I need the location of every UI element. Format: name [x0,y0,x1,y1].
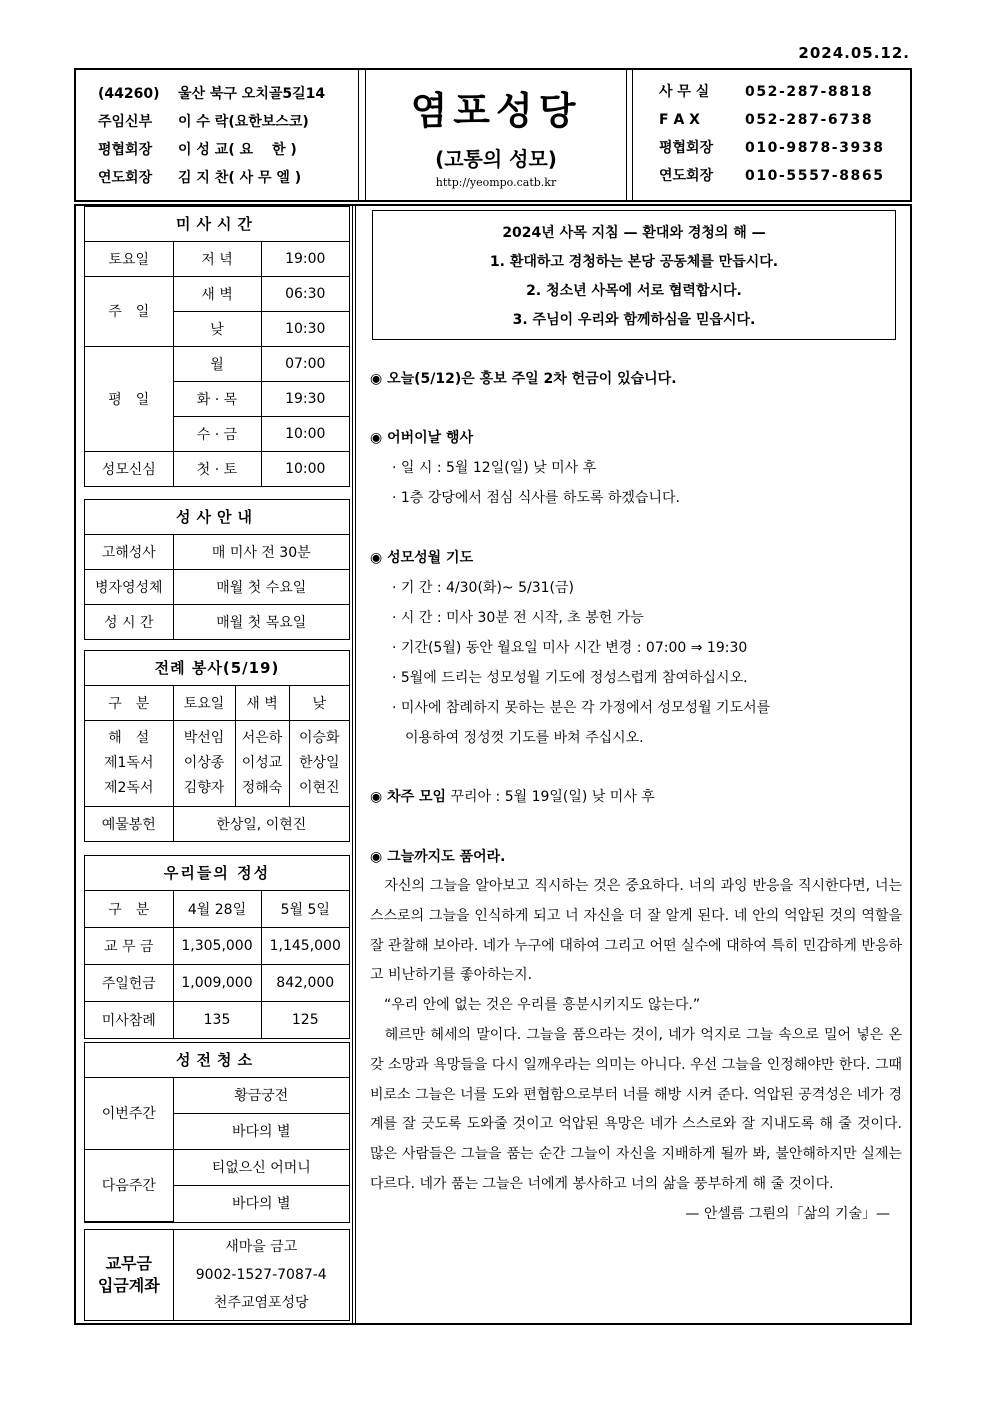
parish-url[interactable]: http://yeompo.catb.kr [435,176,557,189]
column-divider [352,204,356,1325]
motto-item: 2. 청소년 사목에 서로 협력합시다. [526,283,742,299]
motto-item: 1. 환대하고 경청하는 본당 공동체를 만듭시다. [489,254,779,270]
prayer-phone-row: 연도회장 010-5557-8865 [659,168,885,184]
cleaning-box [84,1042,350,1223]
finance-box [84,855,350,1039]
mass-times-title: 미사시간 [85,207,349,241]
office-phone-row: 사 무 실 052-287-8818 [659,84,874,100]
mass-times-box [84,206,350,487]
motto-item: 3. 주님이 우리와 함께하심을 믿읍시다. [512,312,756,328]
account-box [84,1229,350,1321]
council-head-row: 평협회장 이 성 교( 요 한 ) [98,142,297,158]
address-row: (44260) 울산 북구 오치골5길14 [98,86,326,102]
cleaning-table: 성전청소 이번주간 황금궁전 바다의 별 다음주간 티없으신 어머니 바다의 별 [85,1043,349,1222]
header [74,68,912,202]
pastor-row: 주임신부 이 수 락(요한보스코) [98,114,309,130]
essay-paragraph: 헤르만 헤세의 말이다. 그늘을 품으라는 것이, 네가 억지로 그늘 속으로 밀어 넣은 온갖 소망과 욕망들을 다시 일깨우라는 의미는 아니다. 우선 그늘을 인정해야만 한다. 그때 비로소 그늘은 너를 도와 편협함으로부터 너를 해방 시켜 준다. 억압된 공격성은 네가 경계를 잘 긋도록 도와줄 것이고 억압된 욕망은 네가 스스로와 잘 지내도록 해 줄 것이다. 많은 사람들은 그늘을 품는 순간 그늘이 자신을 지배하게 될까 봐, 불안해하지만 실제는 다르다. 네가 품는 그늘은 너에게 봉사하고 너의 삶을 풍부하게 해 줄 것이다. [370,1026,902,1192]
finance-table: 우리들의 정성 구 분 4월 28일 5월 5일 교 무 금 1,305,000 1,145,000 주일헌금 1,009,000 842,000 미사참례 135 125 [85,856,349,1038]
notice-promotion-sunday: ◉ 오늘(5/12)은 홍보 주일 2차 헌금이 있습니다. [370,371,677,387]
notice-marian-month: ◉ 성모성월 기도 · 기 간 : 4/30(화)~ 5/31(금) · 시 간 : 미사 30분 전 시작, 초 봉헌 가능 · 기간(5월) 동안 월요일 미사 시간 변경 : 07:00 ⇒ 19:30 · 5월에 드리는 성모성월 기도에 정성스럽게 참여하십시오. · 미사에 참례하지 못하는 분은 각 가정에서 성모성월 기도서를 이용하여 정성껏 기도를 바쳐 주십시오. [370,550,771,746]
liturgy-table: 전례 봉사(5/19) 구 분 토요일 새 벽 낮 해 설 제1독서 제2독서 박선임 이상종 김향자 서은하 이성교 정해숙 이승화 한상일 이현진 예물봉헌 한상일, 이현진 [85,651,349,841]
motto-title: 2024년 사목 지침 — 환대와 경청의 해 — [502,225,766,241]
notice-parents-day: ◉ 어버이날 행사 · 일 시 : 5월 12일(일) 낮 미사 후 · 1층 강당에서 점심 식사를 하도록 하겠습니다. [370,430,680,506]
essay-source: — 안셀름 그륀의「삶의 기술」— [685,1205,890,1222]
essay-title: ◉ 그늘까지도 품어라. [370,849,506,865]
bulletin-date: 2024.05.12. [798,44,910,62]
essay-title-block [370,842,904,872]
notice-next-meeting: ◉ 차주 모임 꾸리아 : 5월 19일(일) 낮 미사 후 [370,789,655,805]
account-table: 교무금 입금계좌 새마을 금고 9002-1527-7087-4 천주교염포성당 [85,1230,349,1320]
essay [370,872,902,1230]
parish-title-block [365,70,627,200]
liturgy-title: 전례 봉사(5/19) [85,651,349,685]
mass-times-table: 미사시간 토요일 저 녁 19:00 주 일 새 벽 06:30 낮 10:30 평 일 월 07:00 화 · 목 19:30 수 · 금 10:00 성모신심 첫 · 토 10:00 [85,207,349,486]
parish-title: 염포성당 [410,89,582,133]
contact-info [632,70,910,200]
essay-paragraph: 자신의 그늘을 알아보고 직시하는 것은 중요하다. 너의 과잉 반응을 직시한다면, 너는 스스로의 그늘을 인식하게 되고 너 자신을 더 잘 알게 된다. 네 안의 억압된 것의 역할을 잘 관찰해 보아라. 네가 누구에 대하여 그리고 어떤 실수에 대하여 특히 민감하게 반응하고 비난하기를 좋아하는지. [370,878,902,984]
essay-quote: “우리 안에 없는 것은 우리를 흥분시키지도 않는다.” [370,997,701,1014]
sacrament-box [84,499,350,640]
cleaning-title: 성전청소 [85,1043,349,1077]
parish-info [76,70,359,200]
parish-subtitle: (고통의 성모) [435,147,557,171]
prayer-head-row: 연도회장 김 지 찬( 사 무 엘 ) [98,170,302,186]
pastoral-motto-box [372,210,896,340]
fax-row: F A X 052-287-6738 [659,112,874,128]
finance-title: 우리들의 정성 [85,856,349,890]
liturgy-box [84,650,350,842]
sacrament-title: 성사안내 [85,500,349,534]
council-phone-row: 평협회장 010-9878-3938 [659,140,885,156]
sacrament-table: 성사안내 고해성사 매 미사 전 30분 병자영성체 매월 첫 수요일 성 시 간 매월 첫 목요일 [85,500,349,639]
